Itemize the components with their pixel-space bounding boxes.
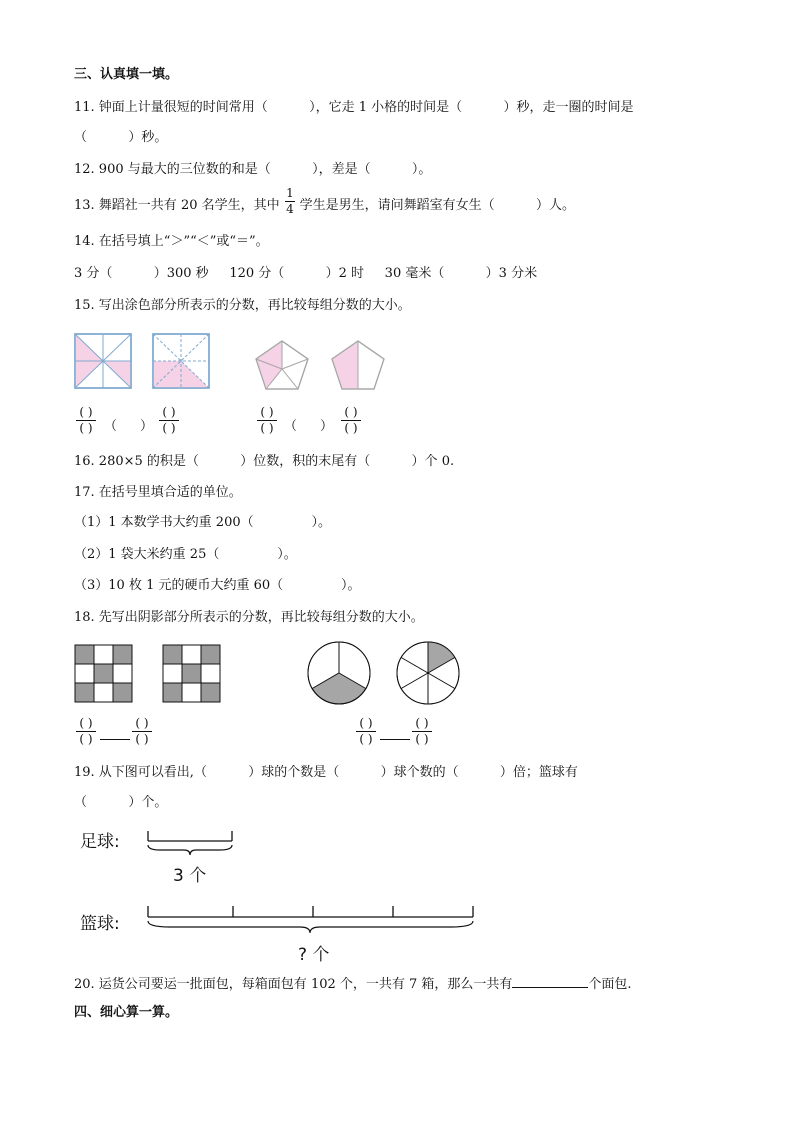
section-title: 三、认真填一填。 [74, 67, 179, 82]
question-16: 16. 280×5 的积是（ ）位数，积的末尾有（ ）个 0. [74, 454, 455, 469]
fraction-denominator: ( ) [359, 732, 373, 746]
q15-fraction-3 [255, 405, 279, 436]
q13-fraction [283, 186, 297, 217]
question-17: 17. 在括号里填合适的单位。 [74, 485, 242, 500]
question-14-items: 3 分（ ）300 秒 120 分（ ）2 时 30 毫米（ ）3 分米 [74, 266, 538, 281]
fraction-numerator: ( ) [79, 716, 93, 730]
question-17-2: （2）1 袋大米约重 25（ ）。 [74, 547, 297, 562]
question-11-line2: （ ）秒。 [74, 130, 168, 145]
question-20 [74, 974, 632, 994]
q20-text: 20. 运货公司要运一批面包，每箱面包有 102 个，一共有 7 箱，那么一共有 [74, 977, 513, 992]
fraction-denominator: ( ) [260, 421, 274, 435]
question-15: 15. 写出涂色部分所表示的分数，再比较每组分数的大小。 [74, 298, 411, 313]
compare-blank-line [100, 739, 130, 740]
q15-pentagon-2 [330, 339, 386, 391]
fraction-denominator: ( ) [162, 421, 176, 435]
q18-fraction-2 [130, 716, 154, 747]
compare-blank-line [380, 739, 410, 740]
compare-paren-open: （ [284, 419, 298, 434]
fraction-denominator: ( ) [79, 732, 93, 746]
q18-grid-1 [74, 644, 134, 704]
question-19-line1: 19. 从下图可以看出,（ ）球的个数是（ ）球个数的（ ）倍；篮球有 [74, 765, 578, 780]
fraction-denominator: 4 [286, 202, 294, 216]
football-label: 足球: [80, 832, 120, 852]
question-11-line1: 11. 钟面上计量很短的时间常用（ ），它走 1 小格的时间是（ ）秒，走一圈的时间是 [74, 100, 634, 115]
basketball-count: ? 个 [298, 945, 330, 965]
compare-paren-open: （ [104, 419, 118, 434]
q15-fraction-1 [74, 405, 98, 436]
fraction-denominator: ( ) [344, 421, 358, 435]
fraction-denominator: ( ) [79, 421, 93, 435]
q15-fraction-4 [339, 405, 363, 436]
q20-end: 个面包. [588, 977, 632, 992]
q18-fraction-4 [410, 716, 434, 747]
question-12: 12. 900 与最大的三位数的和是（ ），差是（ ）。 [74, 162, 432, 177]
basketball-label: 篮球: [80, 914, 120, 934]
fraction-denominator: ( ) [135, 732, 149, 746]
fraction-numerator: ( ) [135, 716, 149, 730]
q18-fraction-1 [74, 716, 98, 747]
fraction-denominator: ( ) [415, 732, 429, 746]
question-19-line2: （ ）个。 [74, 795, 168, 810]
q15-square-1 [74, 333, 132, 389]
fraction-numerator: ( ) [344, 405, 358, 419]
section-title: 四、细心算一算。 [74, 1005, 179, 1020]
q15-square-2 [152, 333, 210, 389]
q18-circle-sixths [395, 640, 461, 706]
compare-paren-close: ） [140, 419, 154, 434]
q18-grid-2 [162, 644, 222, 704]
football-segment [140, 826, 240, 856]
q18-circle-thirds [306, 640, 372, 706]
fraction-numerator: 1 [286, 186, 294, 200]
q15-pentagon-1 [254, 339, 310, 391]
question-18: 18. 先写出阴影部分所表示的分数，再比较每组分数的大小。 [74, 610, 424, 625]
answer-blank [512, 974, 588, 988]
compare-paren-close: ） [320, 419, 334, 434]
fraction-numerator: ( ) [79, 405, 93, 419]
question-14: 14. 在括号填上“＞”“＜”或“＝”。 [74, 234, 269, 249]
q18-fraction-3 [354, 716, 378, 747]
fraction-numerator: ( ) [162, 405, 176, 419]
fraction-numerator: ( ) [359, 716, 373, 730]
q13-pre: 13. 舞蹈社一共有 20 名学生，其中 [74, 198, 280, 213]
q13-post: 学生是男生，请问舞蹈室有女生（ ）人。 [299, 198, 575, 213]
question-13 [74, 197, 575, 215]
question-17-3: （3）10 枚 1 元的硬币大约重 60（ ）。 [74, 578, 361, 593]
q15-fraction-2 [157, 405, 181, 436]
fraction-numerator: ( ) [415, 716, 429, 730]
football-count: 3 个 [173, 866, 207, 886]
basketball-segment [140, 900, 485, 940]
question-17-1: （1）1 本数学书大约重 200（ ）。 [74, 515, 331, 530]
fraction-numerator: ( ) [260, 405, 274, 419]
